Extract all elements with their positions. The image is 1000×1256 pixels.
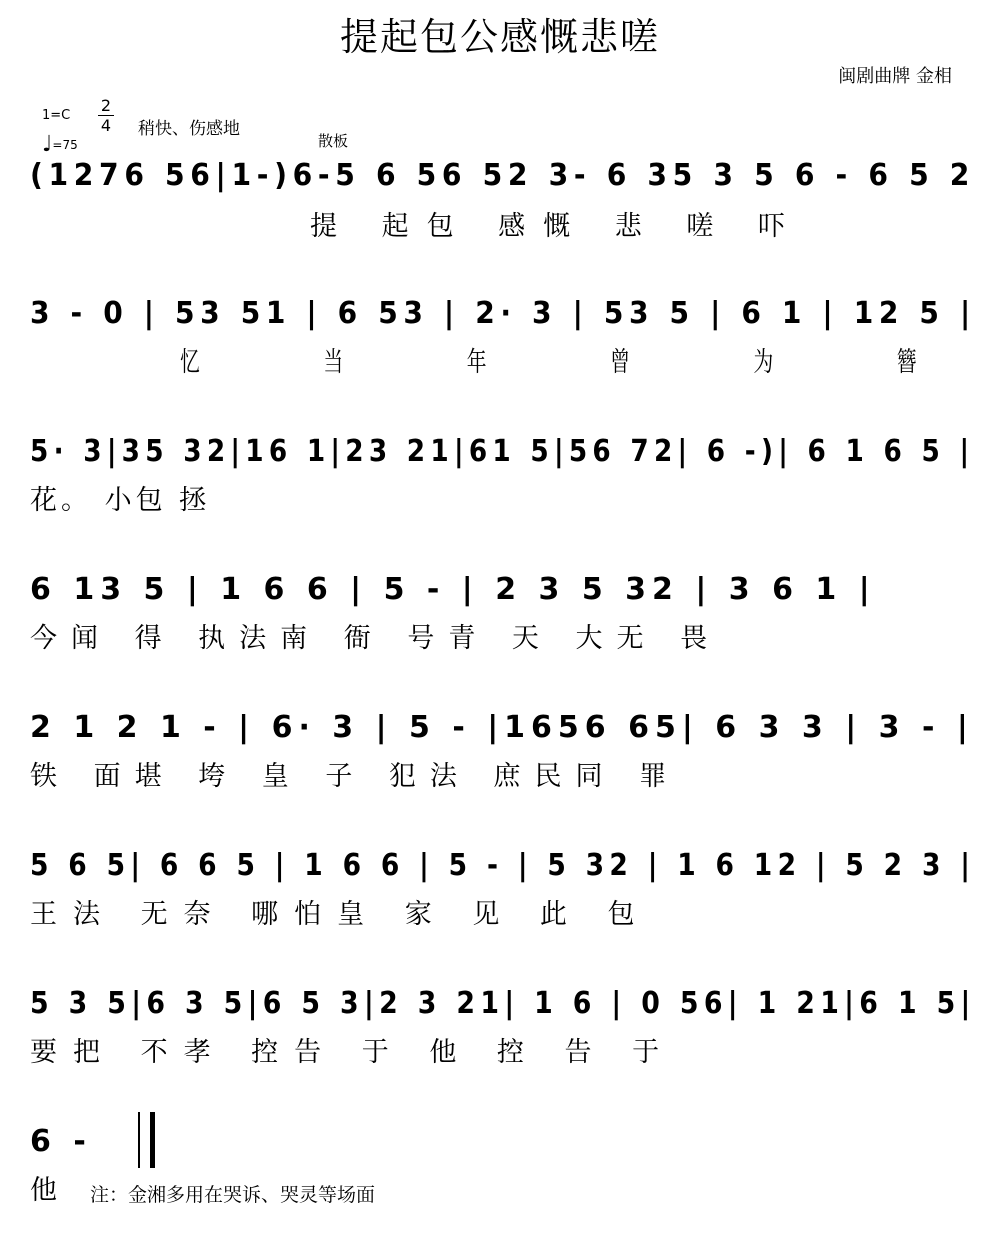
mood-marking: 稍快、伤感地: [138, 119, 240, 139]
rubato-marking: 散板: [318, 132, 349, 150]
notation-line: 3 - 0 | 53 51 | 6 53 | 2· 3 | 53 5 | 6 1 | 12 5 |: [30, 296, 976, 331]
notation-line: 5 6 5| 6 6 5 | 1 6 6 | 5 - | 5 32 | 1 6 12 | 5 2 3 |: [30, 848, 976, 883]
time-signature: [98, 96, 114, 135]
lyrics-line: 他: [30, 1175, 69, 1206]
lyrics-line: 要把 不孝 控告 于 他 控 告 于: [30, 1037, 676, 1068]
notation-line: 2 1 2 1 - | 6· 3 | 5 - |1656 65| 6 3 3 | 3 - |: [30, 710, 974, 745]
source-label: 闽剧曲牌 金相: [838, 66, 952, 87]
page-title: 提起包公感慨悲嗟: [339, 15, 660, 59]
footnote: 注：金湘多用在哭诉、哭灵等场面: [90, 1184, 376, 1206]
lyrics-line: 今闻 得 执法南 衙 号青 天 大无 畏: [30, 623, 722, 654]
notation-line: 6 13 5 | 1 6 6 | 5 - | 2 3 5 32 | 3 6 1 |: [30, 572, 876, 607]
lyrics-line: 王法 无奈 哪怕皇 家 见 此 包: [30, 899, 651, 930]
final-barline: [138, 1112, 155, 1168]
lyrics-line: 铁 面堪 垮 皇 子 犯法 庶民同 罪: [30, 761, 681, 792]
time-top: 2: [100, 96, 112, 115]
notation-line: (1276 56|1-)6-5 6 56 52 3- 6 35 3 5 6 - 6 5 2: [30, 158, 976, 193]
lyrics-line: 提 起包 感慨 悲 嗟 吓: [310, 211, 803, 242]
lyrics-line: 花。 小包 拯: [30, 485, 211, 516]
time-bottom: 4: [98, 115, 114, 135]
tempo-value: =75: [52, 138, 78, 152]
key-signature: 1=C: [42, 108, 71, 123]
notation-line: 6 -: [30, 1124, 92, 1159]
notation-line: 5· 3|35 32|16 1|23 21|61 5|56 72| 6 -)| 6 1 6 5 |: [30, 434, 975, 469]
quarter-note-icon: ♩: [42, 132, 53, 157]
lyrics-line: 忆 当 年 曾 为 簪: [180, 347, 976, 378]
tempo-marking: [42, 132, 78, 157]
notation-line: 5 3 5|6 3 5|6 5 3|2 3 21| 1 6 | 0 56| 1 21|6 1 5|: [30, 986, 976, 1021]
